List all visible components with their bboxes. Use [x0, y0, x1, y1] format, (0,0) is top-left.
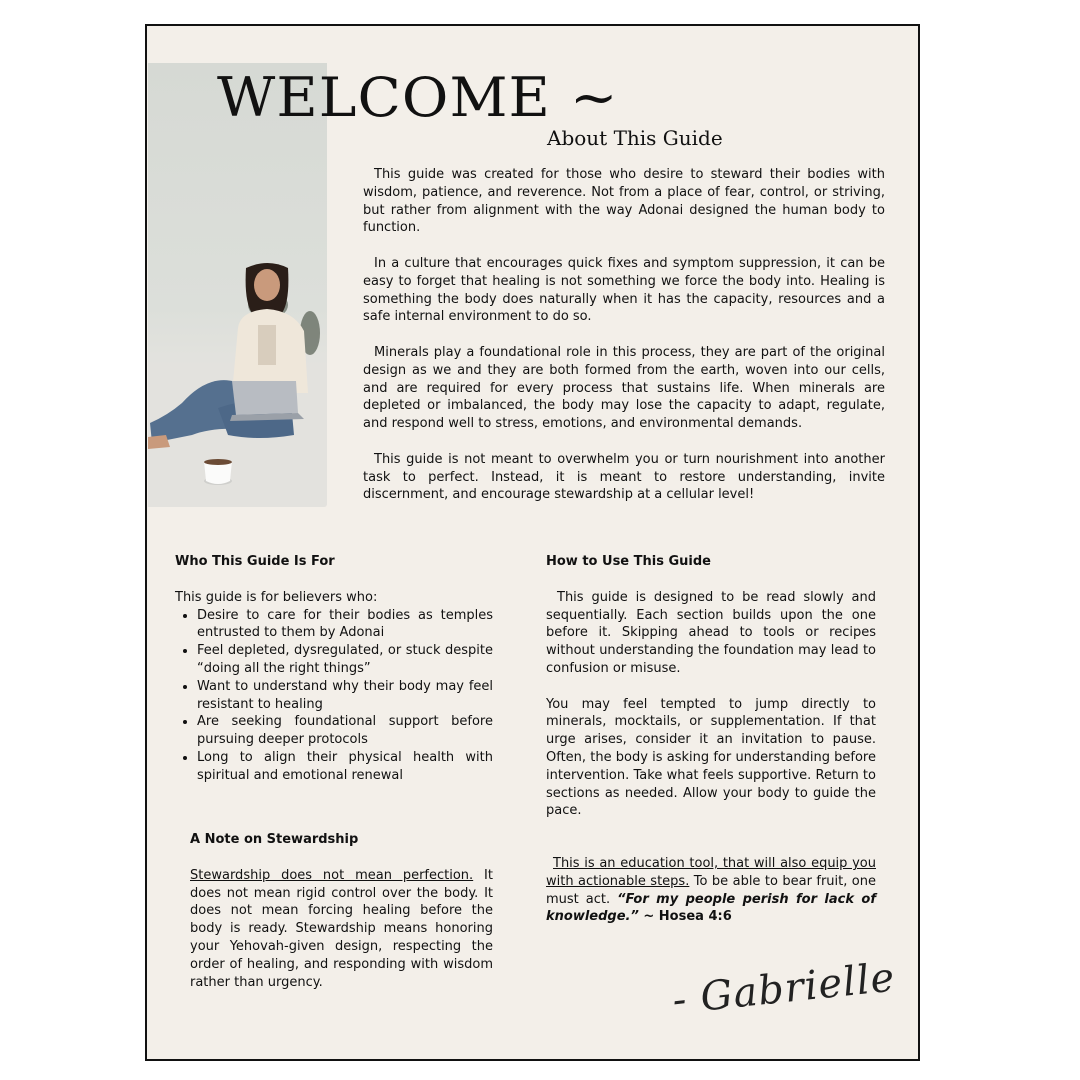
guide-page [145, 24, 920, 1061]
note-lead: Stewardship does not mean perfection. [190, 867, 474, 883]
note-paragraph [190, 867, 493, 992]
how-paragraph-1: This guide is designed to be read slowly and sequentially. Each section builds upon the one before it. Skipping ahead to tools or recipes without understanding the foundation may lead to confusion or misuse. [546, 589, 876, 676]
how-section [546, 553, 876, 820]
intro-paragraph: Minerals play a foundational role in this process, they are part of the original design as we and they are both formed from the earth, woven into our cells, and are required for every process that sustains life. When minerals are depleted or imbalanced, the body may lose the capacity to adapt, regulate, and respond well to stress, emotions, and environmental demands. [363, 344, 885, 432]
intro-paragraph: This guide is not meant to overwhelm you or turn nourishment into another task to perfect. Instead, it is meant to restore understanding, invite discernment, and encourage stewardship at a cellular level! [363, 451, 885, 503]
about-guide-title: About This Guide [547, 126, 723, 150]
list-item: • Want to understand why their body may feel resistant to healing [197, 678, 493, 714]
who-title: Who This Guide Is For [175, 554, 335, 569]
who-list [175, 607, 493, 785]
who-intro: This guide is for believers who: [175, 589, 378, 605]
note-body: It does not mean rigid control over the body. It does not mean forcing healing before the body is ready. Stewardship means honoring your Yehovah-given design, respecting the order of healing, and responding with wisdom rather than urgency. [190, 867, 493, 990]
education-note [546, 855, 876, 926]
author-photo [148, 63, 327, 507]
verse-reference: ~ Hosea 4:6 [638, 909, 732, 925]
welcome-heading: WELCOME ~ [217, 66, 619, 129]
bible-verse: “For my people perish for lack of knowledge.” [546, 891, 876, 925]
note-title: A Note on Stewardship [190, 832, 359, 847]
education-lead: This is an education tool, that will also equip you with actionable steps. [546, 856, 876, 889]
stewardship-note [190, 831, 493, 991]
list-item: • Long to align their physical health with spiritual and emotional renewal [197, 749, 493, 785]
intro-section [363, 166, 885, 522]
list-item: • Feel depleted, dysregulated, or stuck despite “doing all the right things” [197, 642, 493, 678]
education-body: To be able to bear fruit, one must act. [546, 873, 877, 907]
list-item: • Are seeking foundational support before pursuing deeper protocols [197, 713, 493, 749]
intro-paragraph: This guide was created for those who desire to steward their bodies with wisdom, patience, and reverence. Not from a place of fear, control, or striving, but rather from alignment with the way Adonai designed the human body to function. [363, 167, 885, 236]
author-signature: - Gabrielle [670, 954, 898, 1024]
list-item: • Desire to care for their bodies as temples entrusted to them by Adonai [197, 607, 493, 643]
woman-with-laptop-illustration [148, 63, 327, 507]
how-paragraph-2: You may feel tempted to jump directly to minerals, mocktails, or supplementation. If that urge arises, consider it an invitation to pause. Often, the body is asking for understanding before intervention. Take what feels supportive. Return to sections as needed. Allow your body to guide the pace. [546, 696, 876, 819]
who-section [175, 553, 493, 785]
how-title: How to Use This Guide [546, 554, 712, 569]
intro-paragraph: In a culture that encourages quick fixes and symptom suppression, it can be easy to forget that healing is not something we force the body into. Healing is something the body does naturally when it has the capacity, resources and a safe internal environment to do so. [363, 255, 885, 325]
